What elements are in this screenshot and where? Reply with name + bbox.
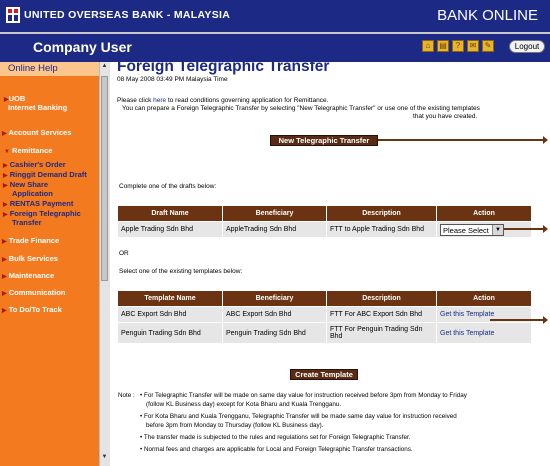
- table-header: Action: [437, 291, 532, 307]
- table-header: Beneficiary: [223, 291, 327, 307]
- scroll-down-icon[interactable]: ▼: [101, 454, 108, 460]
- scroll-up-icon[interactable]: ▲: [101, 63, 108, 69]
- create-template-button[interactable]: Create Template: [290, 369, 358, 380]
- intro-line-2: You can prepare a Foreign Telegraphic Transfer by selecting "New Telegraphic Transfer" or use one of the existing templates: [122, 105, 480, 112]
- sidebar-item-cashiers-order[interactable]: ▶ Cashier's Order: [3, 160, 66, 169]
- home-icon[interactable]: ⌂: [422, 40, 434, 52]
- bank-name: UNITED OVERSEAS BANK - MALAYSIA: [24, 9, 231, 21]
- templates-label: Select one of the existing templates below:: [119, 268, 243, 275]
- table-header: Beneficiary: [223, 206, 327, 222]
- arrow-icon: ▶: [3, 183, 8, 189]
- sidebar-internet-banking[interactable]: Internet Banking: [8, 103, 68, 112]
- intro-line-1: Please click here to read conditions governing application for Remittance.: [117, 97, 329, 104]
- table-cell: Penguin Trading Sdn Bhd: [223, 323, 327, 344]
- sidebar-item-new-share[interactable]: ▶ New Share: [3, 180, 49, 189]
- sidebar-item-account-services[interactable]: ▶ Account Services: [2, 128, 72, 137]
- note-bullet-2: • For Kota Bharu and Kuala Trengganu, Telegraphic Transfer will be made same day value for instruction received: [140, 413, 457, 420]
- table-cell: Penguin Trading Sdn Bhd: [118, 323, 223, 344]
- sidebar-item-bulk-services[interactable]: ▶ Bulk Services: [2, 254, 58, 263]
- drafts-table: [117, 205, 532, 238]
- table-cell: FTT For Penguin Trading Sdn Bhd: [327, 323, 437, 344]
- conditions-link[interactable]: here: [153, 97, 167, 104]
- get-template-link[interactable]: Get this Template: [437, 323, 532, 344]
- get-template-link[interactable]: Get this Template: [437, 307, 532, 323]
- top-bar: [0, 0, 550, 32]
- sidebar-item-application[interactable]: Application: [12, 189, 53, 198]
- table-cell: ABC Export Sdn Bhd: [223, 307, 327, 323]
- arrow-icon: ▶: [2, 239, 7, 245]
- arrow-icon: ▶: [2, 131, 7, 137]
- table-header-row: [118, 206, 532, 222]
- arrow-icon: ▶: [4, 97, 9, 103]
- logout-button[interactable]: Logout: [509, 40, 545, 53]
- sidebar-item-rentas-payment[interactable]: ▶ RENTAS Payment: [3, 199, 74, 208]
- online-help-link[interactable]: Online Help: [0, 62, 99, 76]
- sidebar-item-todo[interactable]: ▶ To Do/To Track: [2, 305, 62, 314]
- sidebar-item-trade-finance[interactable]: ▶ Trade Finance: [2, 236, 60, 245]
- table-header: Description: [327, 206, 437, 222]
- arrow-icon: ▶: [2, 274, 7, 280]
- table-row: [118, 222, 532, 238]
- table-cell: FTT For ABC Export Sdn Bhd: [327, 307, 437, 323]
- arrow-down-icon: ▼: [4, 149, 10, 155]
- pointer-arrow-icon: [543, 225, 548, 233]
- pointer-arrow-icon: [543, 136, 548, 144]
- sidebar-item-maintenance[interactable]: ▶ Maintenance: [2, 271, 55, 280]
- pointer-arrow-icon: [543, 316, 548, 324]
- arrow-icon: ▶: [3, 212, 8, 218]
- table-header: Draft Name: [118, 206, 223, 222]
- note-bullet-3: • The transfer made is subjected to the rules and regulations set for Foreign Telegraphic Transfer.: [140, 434, 411, 441]
- mail-icon[interactable]: ✉: [467, 40, 479, 52]
- intro-line-3: that you have created.: [413, 113, 478, 120]
- note-label: Note :: [118, 392, 135, 399]
- sidebar-item-ringgit-demand-draft[interactable]: ▶ Ringgit Demand Draft: [3, 170, 87, 179]
- arrow-icon: ▶: [3, 163, 8, 169]
- table-header-row: [118, 291, 532, 307]
- table-header: Description: [327, 291, 437, 307]
- toolbar-icons: [422, 40, 494, 52]
- new-telegraphic-transfer-button[interactable]: New Telegraphic Transfer: [270, 135, 378, 146]
- note-bullet-4: • Normal fees and charges are applicable for Local and Foreign Telegraphic Transfer transactions.: [140, 446, 413, 453]
- arrow-icon: ▶: [3, 173, 8, 179]
- table-cell: AppleTrading Sdn Bhd: [223, 222, 327, 238]
- sidebar-item-communication[interactable]: ▶ Communication: [2, 288, 66, 297]
- arrow-icon: ▶: [2, 291, 7, 297]
- sidebar-item-foreign-telegraphic[interactable]: ▶ Foreign Telegraphic: [3, 209, 81, 218]
- uob-logo-icon: [6, 7, 20, 23]
- table-cell: FTT to Apple Trading Sdn Bhd: [327, 222, 437, 238]
- table-header: Action: [437, 206, 532, 222]
- document-icon[interactable]: ▤: [437, 40, 449, 52]
- chevron-down-icon: ▼: [492, 225, 503, 235]
- templates-table: [117, 290, 532, 344]
- arrow-icon: ▶: [2, 257, 7, 263]
- arrow-icon: ▶: [2, 308, 7, 314]
- bank-online-title: BANK ONLINE: [437, 7, 538, 24]
- sidebar-item-remittance[interactable]: ▼ Remittance: [4, 146, 53, 155]
- page-title: Foreign Telegraphic Transfer: [117, 58, 330, 75]
- scroll-thumb[interactable]: [101, 76, 108, 281]
- help-icon[interactable]: ?: [452, 40, 464, 52]
- action-select[interactable]: Please Select ▼: [440, 224, 504, 236]
- arrow-icon: ▶: [3, 202, 8, 208]
- sidebar-uob[interactable]: ▶UOB: [4, 94, 26, 103]
- table-cell: ABC Export Sdn Bhd: [118, 307, 223, 323]
- pointer-line: [490, 319, 543, 321]
- page-scrollbar[interactable]: [99, 62, 110, 466]
- sidebar: [0, 62, 99, 466]
- sidebar-item-transfer[interactable]: Transfer: [12, 218, 42, 227]
- edit-icon[interactable]: ✎: [482, 40, 494, 52]
- table-row: [118, 323, 532, 344]
- note-bullet-2-cont: before 3pm from Monday to Thursday (follow KL Business day).: [146, 422, 324, 429]
- datetime: 08 May 2008 03:49 PM Malaysia Time: [117, 76, 228, 83]
- table-header: Template Name: [118, 291, 223, 307]
- company-user-label: Company User: [33, 39, 132, 55]
- drafts-label: Complete one of the drafts below:: [119, 183, 217, 190]
- table-row: [118, 307, 532, 323]
- pointer-line: [378, 139, 543, 141]
- note-bullet-1: • For Telegraphic Transfer will be made on same day value for instruction received before 3pm from Monday to Friday: [140, 392, 467, 399]
- or-label: OR: [119, 250, 129, 257]
- note-bullet-1-cont: (follow KL Business day) except for Kota Bharu and Kuala Trengganu.: [146, 401, 342, 408]
- table-cell: Apple Trading Sdn Bhd: [118, 222, 223, 238]
- pointer-line: [504, 228, 543, 230]
